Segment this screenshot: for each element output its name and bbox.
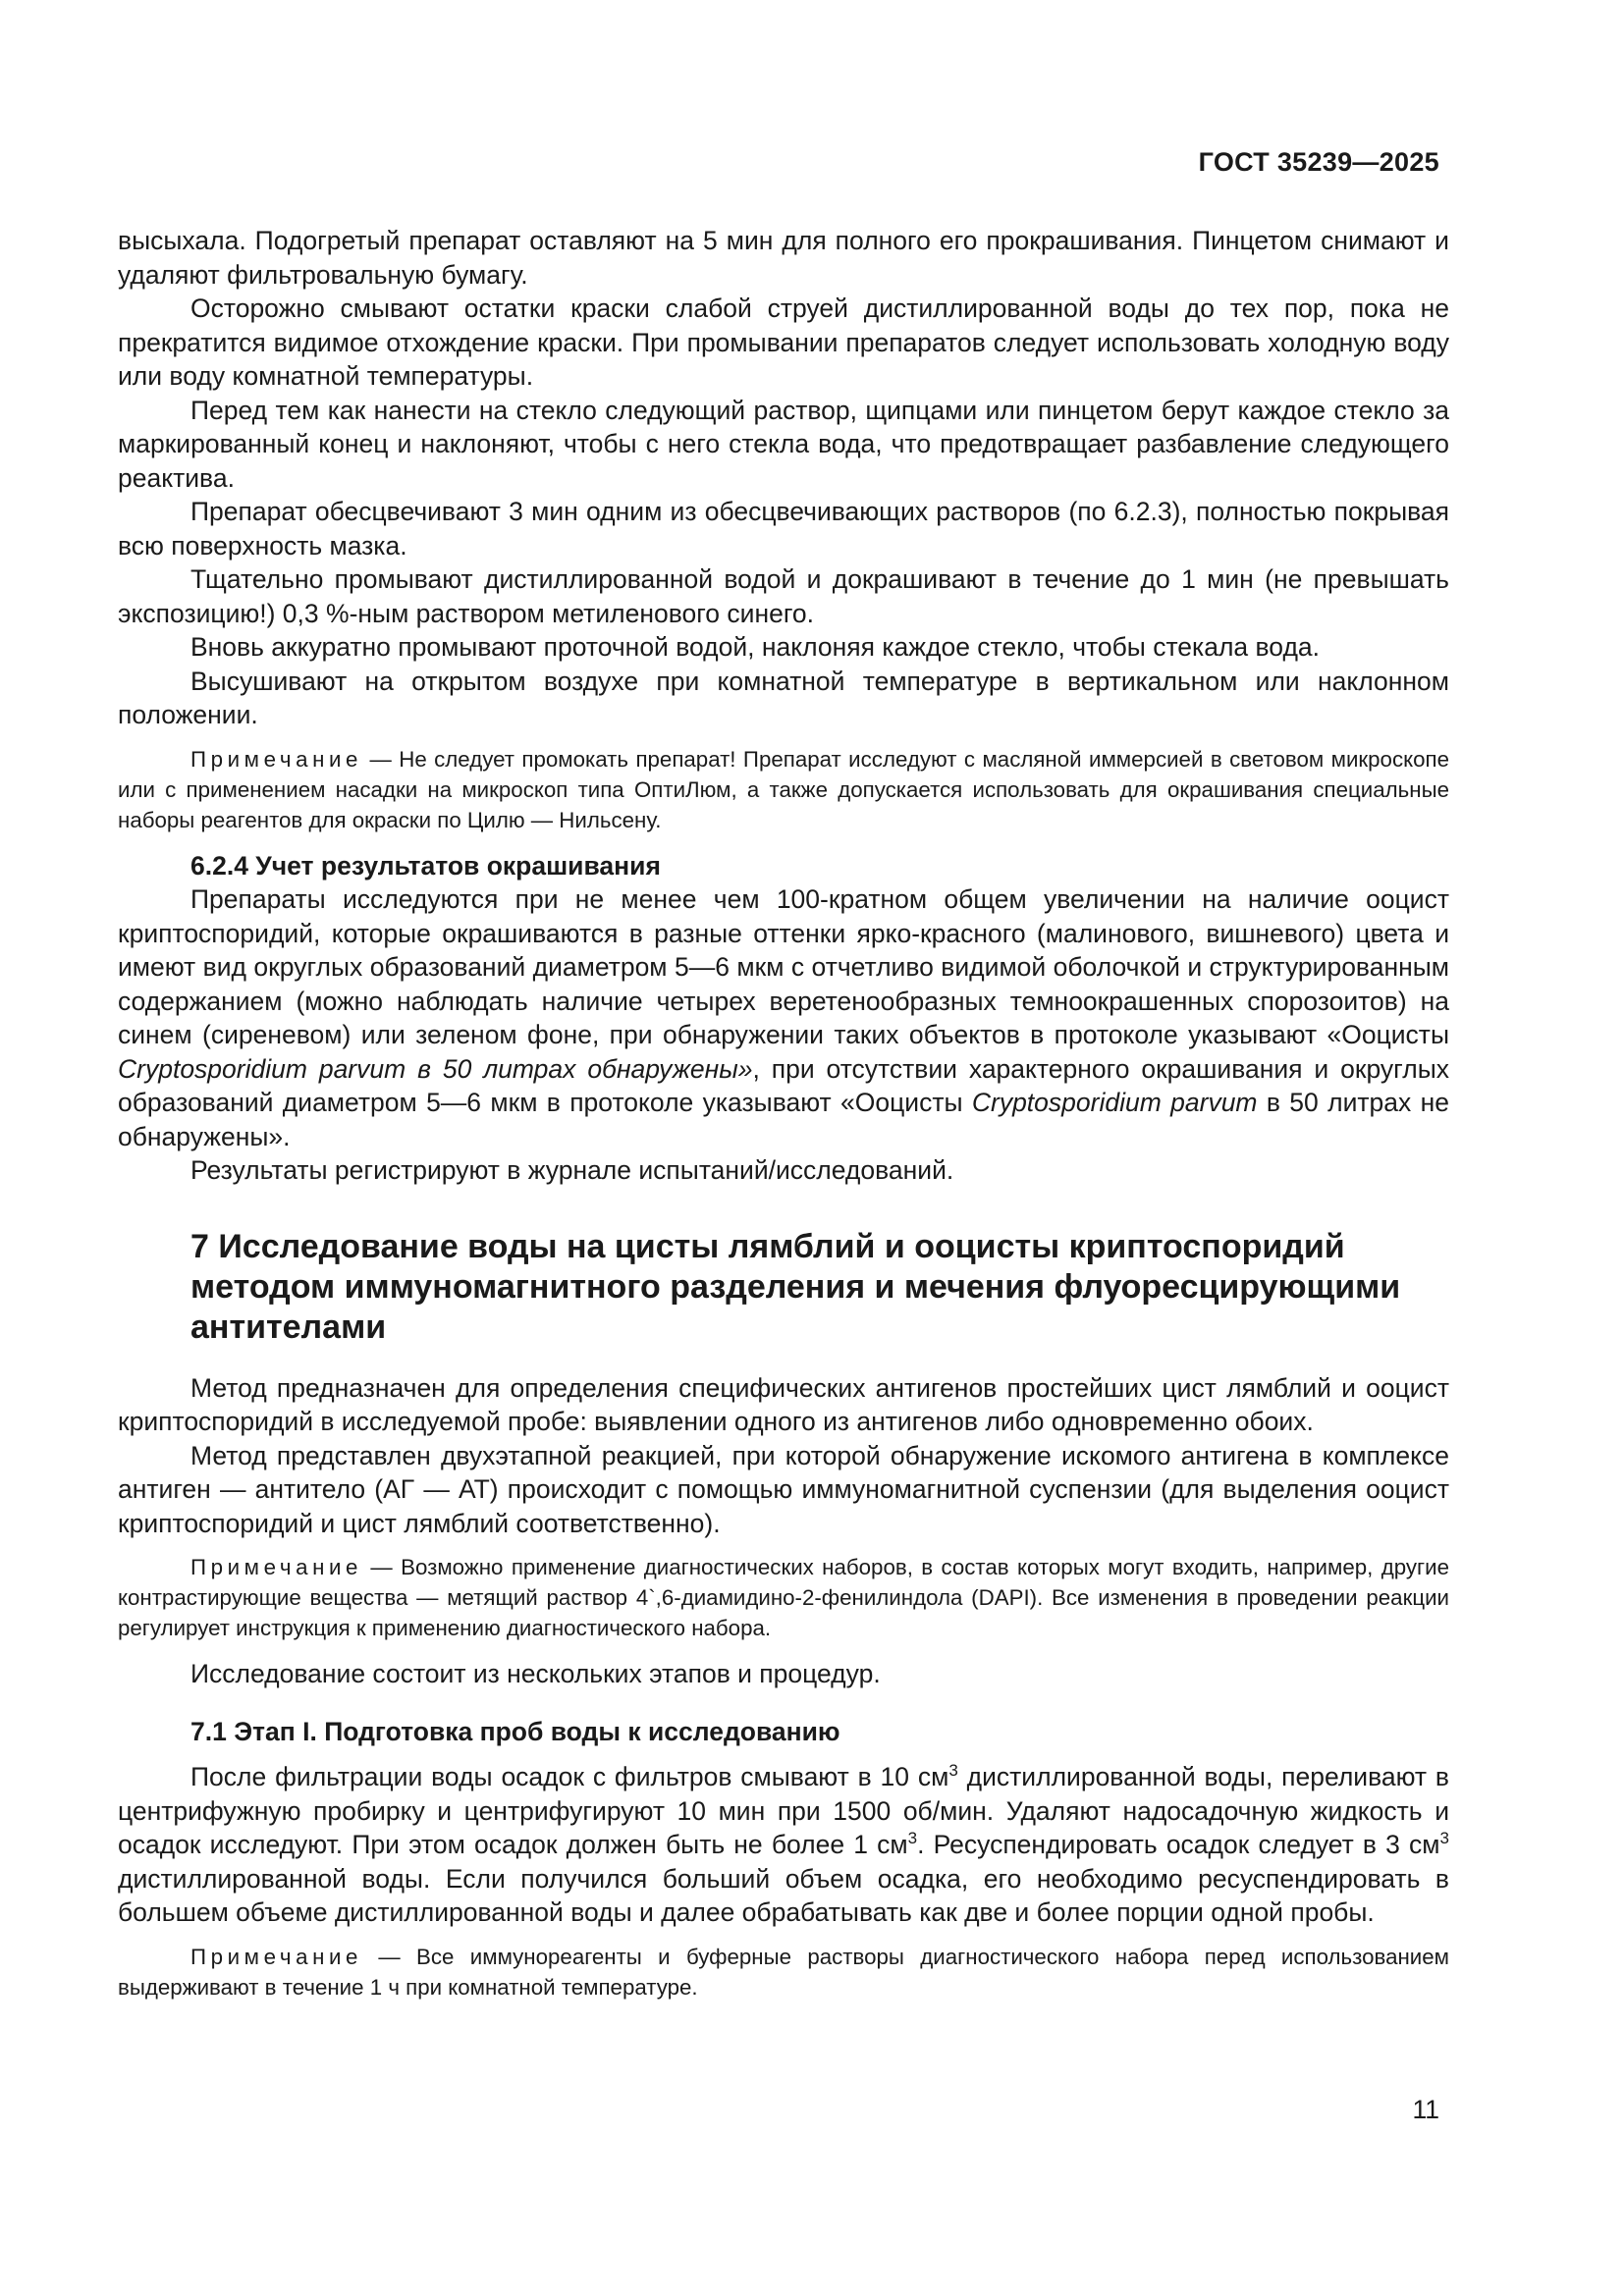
note-text: — Возможно применение диагностических наборов, в состав которых могут входить, например, другие контрастирующие вещества — метящий раствор 4`,6-диамидино-2-фенилиндола (DAPI). Все изменения в проведении реакции регулирует инструкция к применению диагностического набора.	[118, 1555, 1449, 1640]
section-title-7	[118, 1227, 1449, 1348]
note-text: — Все иммунореагенты и буферные растворы диагностического набора перед использованием выдерживают в течение 1 ч при комнатной температуре.	[118, 1944, 1449, 2000]
paragraph: Перед тем как нанести на стекло следующий раствор, щипцами или пинцетом берут каждое стекло за маркированный конец и наклоняют, чтобы с него стекла вода, что предотвращает разбавление следующего реактива.	[118, 395, 1449, 493]
italic-text: Cryptosporidium parvum	[971, 1088, 1258, 1117]
text-run: , при отсутствии характерного окрашивания и округлых образований диаметром 5—6 мкм в протоколе указывают «Ооцисты	[118, 1053, 1449, 1117]
note-label: Примечание	[190, 1555, 363, 1579]
paragraph: Осторожно смывают остатки краски слабой струей дистиллированной воды до тех пор, пока не прекратится видимое отхождение краски. При промывании препаратов следует использовать холодную воду или воду комнатной температуры.	[118, 294, 1449, 391]
paragraph: Препарат обесцвечивают 3 мин одним из обесцвечивающих растворов (по 6.2.3), полностью покрывая всю поверхность мазка.	[118, 497, 1449, 561]
paragraph: Высушивают на открытом воздухе при комнатной температуре в вертикальном или наклонном положении.	[118, 666, 1449, 729]
title-line: антителами	[190, 1308, 387, 1346]
paragraph: Вновь аккуратно промывают проточной водой, наклоняя каждое стекло, чтобы стекала вода.	[190, 632, 1321, 662]
paragraph: Результаты регистрируют в журнале испытаний/исследований.	[190, 1155, 954, 1185]
text-run: После фильтрации воды осадок с фильтров смывают в 10 см	[190, 1762, 949, 1791]
note	[118, 744, 1449, 835]
note-label: Примечание	[190, 746, 363, 772]
title-line: методом иммуномагнитного разделения и мечения флуоресцирующими	[190, 1267, 1401, 1306]
superscript: 3	[907, 1829, 918, 1847]
paragraph: Метод предназначен для определения специфических антигенов простейших цист лямблий и ооцист криптоспоридий в исследуемой пробе: выявлении одного из антигенов либо одновременно обоих.	[118, 1372, 1449, 1436]
note	[118, 1942, 1449, 2002]
page-number: 11	[1412, 2095, 1439, 2124]
text-run: Препараты исследуются при не менее чем 100-кратном общем увеличении на наличие ооцист криптоспоридий, которые окрашиваются в разные оттенки ярко-красного (малинового, вишневого) цвета и имеют вид округлых образований диаметром 5—6 мкм с отчетливо видимой оболочкой и структурированным содержанием (можно наблюдать наличие четырех веретенообразных темноокрашенных спорозоитов) на синем (сиреневом) или зеленом фоне, при обнаружении таких объектов в протоколе указывают «Ооцисты	[118, 884, 1449, 1049]
page-content	[118, 224, 1449, 2002]
paragraph: Исследование состоит из нескольких этапов и процедур.	[190, 1659, 881, 1688]
text-run: в 50 литрах не обнаружены».	[118, 1088, 1449, 1151]
paragraph: Тщательно промывают дистиллированной водой и докрашивают в течение до 1 мин (не превышать экспозицию!) 0,3 %-ным раствором метиленового синего.	[118, 564, 1449, 628]
text-run: дистиллированной воды. Если получился больший объем осадка, его необходимо ресуспендировать в большем объеме дистиллированной воды и далее обрабатывать как две и более порции одной пробы.	[118, 1863, 1449, 1927]
paragraph: высыхала. Подогретый препарат оставляют на 5 мин для полного его прокрашивания. Пинцетом снимают и удаляют фильтровальную бумагу.	[118, 226, 1449, 290]
note-label: Примечание	[190, 1944, 363, 1969]
paragraph	[118, 1760, 1449, 1930]
note-text: — Не следует промокать препарат! Препарат исследуют с масляной иммерсией в световом микроскопе или с применением насадки на микроскоп типа ОптиЛюм, а также допускается использовать для окрашивания специальные наборы реагентов для окраски по Цилю — Нильсену.	[118, 746, 1449, 832]
paragraph: Метод представлен двухэтапной реакцией, при которой обнаружение искомого антигена в комплексе антиген — антитело (АГ — АТ) происходит с помощью иммуномагнитной суспензии (для выделения ооцист криптоспоридий и цист лямблий соответственно).	[118, 1440, 1449, 1538]
superscript: 3	[1439, 1829, 1449, 1847]
section-heading-6-2-4: 6.2.4 Учет результатов окрашивания	[190, 850, 661, 881]
superscript: 3	[948, 1761, 958, 1780]
section-heading-7-1: 7.1 Этап I. Подготовка проб воды к исследованию	[190, 1716, 840, 1746]
note	[118, 1552, 1449, 1643]
text-run: дистиллированной воды, переливают в центрифужную пробирку и центрифугируют 10 мин при 1500 об/мин. Удаляют надосадочную жидкость и осадок исследуют. При этом осадок должен быть не более 1 см	[118, 1762, 1449, 1859]
title-line: 7 Исследование воды на цисты лямблий и ооцисты криптоспоридий	[190, 1227, 1345, 1265]
paragraph	[118, 882, 1449, 1153]
italic-text: Cryptosporidium parvum в 50 литрах обнаружены»	[118, 1053, 753, 1084]
text-run: . Ресуспендировать осадок следует в 3 см	[917, 1830, 1440, 1859]
standard-header: ГОСТ 35239—2025	[1198, 147, 1439, 177]
